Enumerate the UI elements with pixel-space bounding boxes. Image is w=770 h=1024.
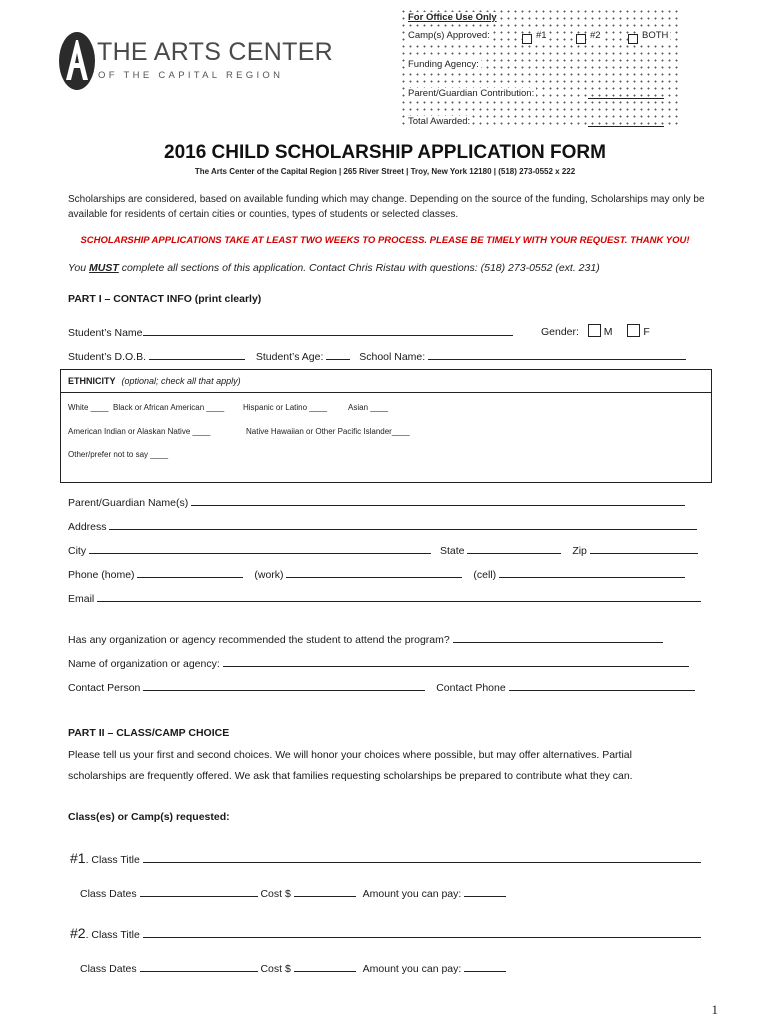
total-awarded-label: Total Awarded: [408, 116, 471, 127]
part2-desc-line1: Please tell us your first and second choices. We will honor your choices where possible, but may offer alternatives. Partial [68, 749, 632, 761]
gender-male-checkbox[interactable] [588, 324, 601, 337]
choice1-cost-field[interactable] [294, 885, 356, 897]
student-name-field[interactable] [143, 324, 513, 336]
logo-subtitle: OF THE CAPITAL REGION [98, 70, 284, 81]
gender-female-label: F [643, 326, 650, 338]
choice2-title-field[interactable] [143, 926, 701, 938]
camp1-checkbox[interactable] [522, 34, 532, 44]
contribution-line [588, 98, 664, 99]
contribution-label: Parent/Guardian Contribution: [408, 88, 535, 99]
choice2-dates-label: Class Dates [80, 963, 137, 975]
dob-label: Student’s D.O.B. [68, 351, 147, 363]
awarded-line [588, 126, 664, 127]
email-field[interactable] [97, 590, 701, 602]
choice2-title-label: . Class Title [85, 929, 140, 941]
camp1-label: #1 [536, 30, 547, 41]
choice2-dates-field[interactable] [140, 960, 258, 972]
state-field[interactable] [467, 542, 561, 554]
phone-row [68, 566, 685, 581]
gender-label: Gender: [541, 326, 579, 338]
choice1-dates-label: Class Dates [80, 888, 137, 900]
ethnicity-title-text: ETHNICITY [68, 376, 116, 386]
contact-row [68, 679, 695, 694]
parent-label: Parent/Guardian Name(s) [68, 497, 189, 509]
school-field[interactable] [428, 348, 686, 360]
part1-heading: PART I – CONTACT INFO (print clearly) [68, 293, 262, 305]
must-complete-note [68, 262, 600, 274]
choice1-amount-field[interactable] [464, 885, 506, 897]
contact-person-label: Contact Person [68, 682, 141, 694]
choice1-dates-field[interactable] [140, 885, 258, 897]
org-question-row [68, 631, 663, 646]
phone-cell-label: (cell) [473, 569, 497, 581]
choice1-title-row [70, 850, 701, 866]
camp2-label: #2 [590, 30, 601, 41]
email-row [68, 590, 701, 605]
page-number: 1 [711, 1002, 718, 1017]
eth-american-indian[interactable]: American Indian or Alaskan Native ____ [68, 427, 211, 436]
both-checkbox[interactable] [628, 34, 638, 44]
dob-field[interactable] [149, 348, 245, 360]
eth-hawaiian[interactable]: Native Hawaiian or Other Pacific Islander____ [246, 427, 410, 436]
phone-home-field[interactable] [137, 566, 243, 578]
intro-paragraph: Scholarships are considered, based on available funding which may change. Depending on the source of the funding, Scholarships may only be available for residents of certain cities or counties, types of students or selected classes. [68, 194, 705, 220]
state-label: State [439, 545, 465, 557]
funding-agency-label: Funding Agency: [408, 59, 479, 70]
org-question-field[interactable] [453, 631, 663, 643]
org-name-field[interactable] [223, 655, 689, 667]
arts-center-logo-icon [57, 30, 97, 92]
phone-work-label: (work) [254, 569, 284, 581]
choice2-details-row [80, 960, 506, 975]
address-field[interactable] [109, 518, 697, 530]
choice1-title-label: . Class Title [85, 854, 140, 866]
choice2-amount-field[interactable] [464, 960, 506, 972]
part2-heading: PART II – CLASS/CAMP CHOICE [68, 727, 230, 739]
choice2-amount-label: Amount you can pay: [362, 963, 462, 975]
school-label: School Name: [359, 351, 426, 363]
organization-address: The Arts Center of the Capital Region | 265 River Street | Troy, New York 12180 | (518) 273-0552 x 222 [194, 167, 576, 176]
email-label: Email [68, 593, 95, 605]
parent-row [68, 494, 685, 509]
form-title: 2016 CHILD SCHOLARSHIP APPLICATION FORM [164, 142, 606, 163]
city-row [68, 542, 698, 557]
org-name-label: Name of organization or agency: [68, 658, 220, 670]
eth-other[interactable]: Other/prefer not to say ____ [68, 450, 169, 459]
address-label: Address [68, 521, 107, 533]
choice2-cost-field[interactable] [294, 960, 356, 972]
choice2-title-row [70, 925, 701, 941]
choice1-amount-label: Amount you can pay: [362, 888, 462, 900]
requested-heading: Class(es) or Camp(s) requested: [68, 811, 230, 823]
choice1-cost-label: Cost $ [260, 888, 291, 900]
contact-phone-field[interactable] [509, 679, 695, 691]
eth-hispanic[interactable]: Hispanic or Latino ____ [243, 403, 328, 412]
must-word: MUST [89, 262, 119, 274]
processing-warning: SCHOLARSHIP APPLICATIONS TAKE AT LEAST TWO WEEKS TO PROCESS. PLEASE BE TIMELY WITH YOUR REQUEST. THANK YOU! [80, 235, 690, 246]
ethnicity-note: (optional; check all that apply) [121, 376, 241, 386]
eth-white[interactable]: White ____ [68, 403, 109, 412]
city-field[interactable] [89, 542, 431, 554]
age-label: Student’s Age: [255, 351, 324, 363]
org-question-label: Has any organization or agency recommended the student to attend the program? [68, 634, 450, 646]
city-label: City [68, 545, 87, 557]
phone-home-label: Phone (home) [68, 569, 135, 581]
gender-male-label: M [603, 326, 613, 338]
office-use-box [400, 8, 682, 128]
choice1-details-row [80, 885, 506, 900]
zip-field[interactable] [590, 542, 698, 554]
choice2-number: #2 [70, 925, 86, 941]
student-name-label: Student’s Name [68, 327, 143, 339]
zip-label: Zip [572, 545, 587, 557]
contact-person-field[interactable] [143, 679, 425, 691]
eth-asian[interactable]: Asian ____ [348, 403, 389, 412]
phone-cell-field[interactable] [499, 566, 685, 578]
address-row [68, 518, 697, 533]
gender-female-checkbox[interactable] [627, 324, 640, 337]
camps-approved-label: Camp(s) Approved: [408, 30, 490, 41]
camp2-checkbox[interactable] [576, 34, 586, 44]
choice1-number: #1 [70, 850, 86, 866]
eth-black[interactable]: Black or African American ____ [113, 403, 225, 412]
both-label: BOTH [642, 30, 669, 41]
choice2-cost-label: Cost $ [260, 963, 291, 975]
choice1-title-field[interactable] [143, 851, 701, 863]
gender-row [541, 324, 650, 338]
ethnicity-title [68, 376, 241, 386]
parent-field[interactable] [191, 494, 685, 506]
ethnicity-box [60, 369, 712, 483]
student-name-row [68, 324, 513, 339]
must-post: complete all sections of this application. Contact Chris Ristau with questions: (518) 273-0552 (ext. 231) [118, 262, 600, 274]
office-use-title: For Office Use Only [408, 12, 497, 23]
must-pre: You [68, 262, 90, 274]
org-name-row [68, 655, 689, 670]
dob-row [68, 348, 686, 363]
contact-phone-label: Contact Phone [436, 682, 506, 694]
age-field[interactable] [326, 348, 350, 360]
logo-title: THE ARTS CENTER [97, 38, 334, 66]
ethnicity-divider [61, 392, 711, 393]
phone-work-field[interactable] [286, 566, 462, 578]
part2-desc-line2: scholarships are frequently offered. We ask that families requesting scholarships be prepared to contribute what they can. [68, 770, 633, 782]
